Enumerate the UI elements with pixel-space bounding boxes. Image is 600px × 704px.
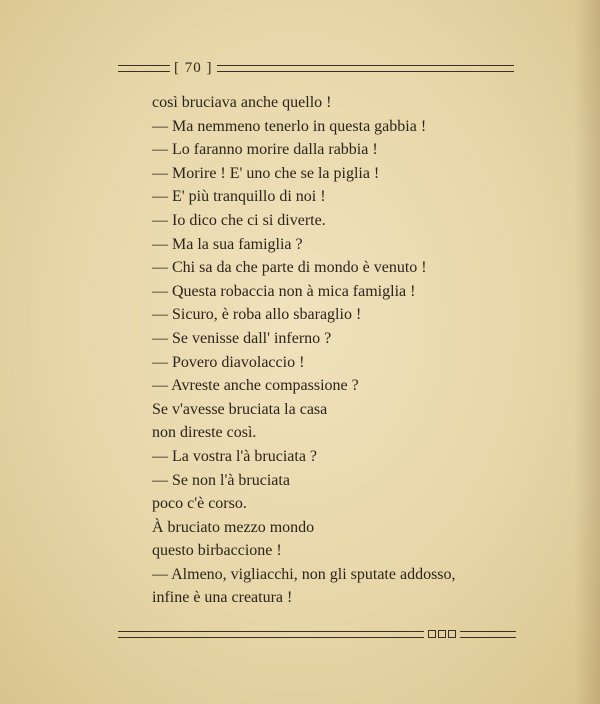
header-rule-right (217, 65, 515, 72)
header-rule-left (118, 65, 170, 72)
text-line: — Ma la sua famiglia ? (152, 235, 303, 253)
ornament-square (428, 630, 436, 638)
text-line: Se v'avesse bruciata la casa (152, 400, 328, 418)
text-line: — Se non l'à bruciata (152, 471, 290, 489)
text-line: non direste così. (152, 424, 257, 442)
text-line: così bruciava anche quello ! (152, 94, 332, 111)
text-line: questo birbaccione ! (152, 542, 282, 560)
text-line: — Chi sa da che parte di mondo è venuto ! (152, 259, 427, 277)
text-line: — Se venisse dall' inferno ? (152, 329, 332, 347)
text-line: — La vostra l'à bruciata ? (152, 447, 318, 465)
page-footer (118, 628, 516, 640)
page-text (152, 91, 512, 610)
text-line: — Io dico che ci si diverte. (152, 211, 326, 229)
text-line: — Morire ! E' uno che se la piglia ! (152, 164, 380, 182)
text-line: — Ma nemmeno tenerlo in questa gabbia ! (152, 117, 427, 135)
footer-rule-right (460, 631, 516, 638)
ornament-square (438, 630, 446, 638)
ornament-square (448, 630, 456, 638)
page-header (118, 58, 514, 78)
square-ornaments-icon (424, 630, 460, 638)
text-line: — E' più tranquillo di noi ! (152, 188, 326, 206)
page-number: [ 70 ] (174, 59, 213, 76)
text-line: — Almeno, vigliacchi, non gli sputate addosso, (152, 565, 456, 583)
text-line: infine è una creatura ! (152, 589, 293, 607)
text-line: À bruciato mezzo mondo (152, 518, 315, 536)
text-line: poco c'è corso. (152, 495, 247, 513)
text-line: — Lo faranno morire dalla rabbia ! (152, 141, 378, 159)
page-gutter-shadow (574, 0, 600, 704)
text-line: — Avreste anche compassione ? (152, 377, 359, 395)
text-line: — Sicuro, è roba allo sbaraglio ! (152, 306, 362, 324)
text-line: — Povero diavolaccio ! (152, 353, 305, 371)
text-line: — Questa robaccia non à mica famiglia ! (152, 282, 416, 300)
footer-rule-left (118, 631, 424, 638)
